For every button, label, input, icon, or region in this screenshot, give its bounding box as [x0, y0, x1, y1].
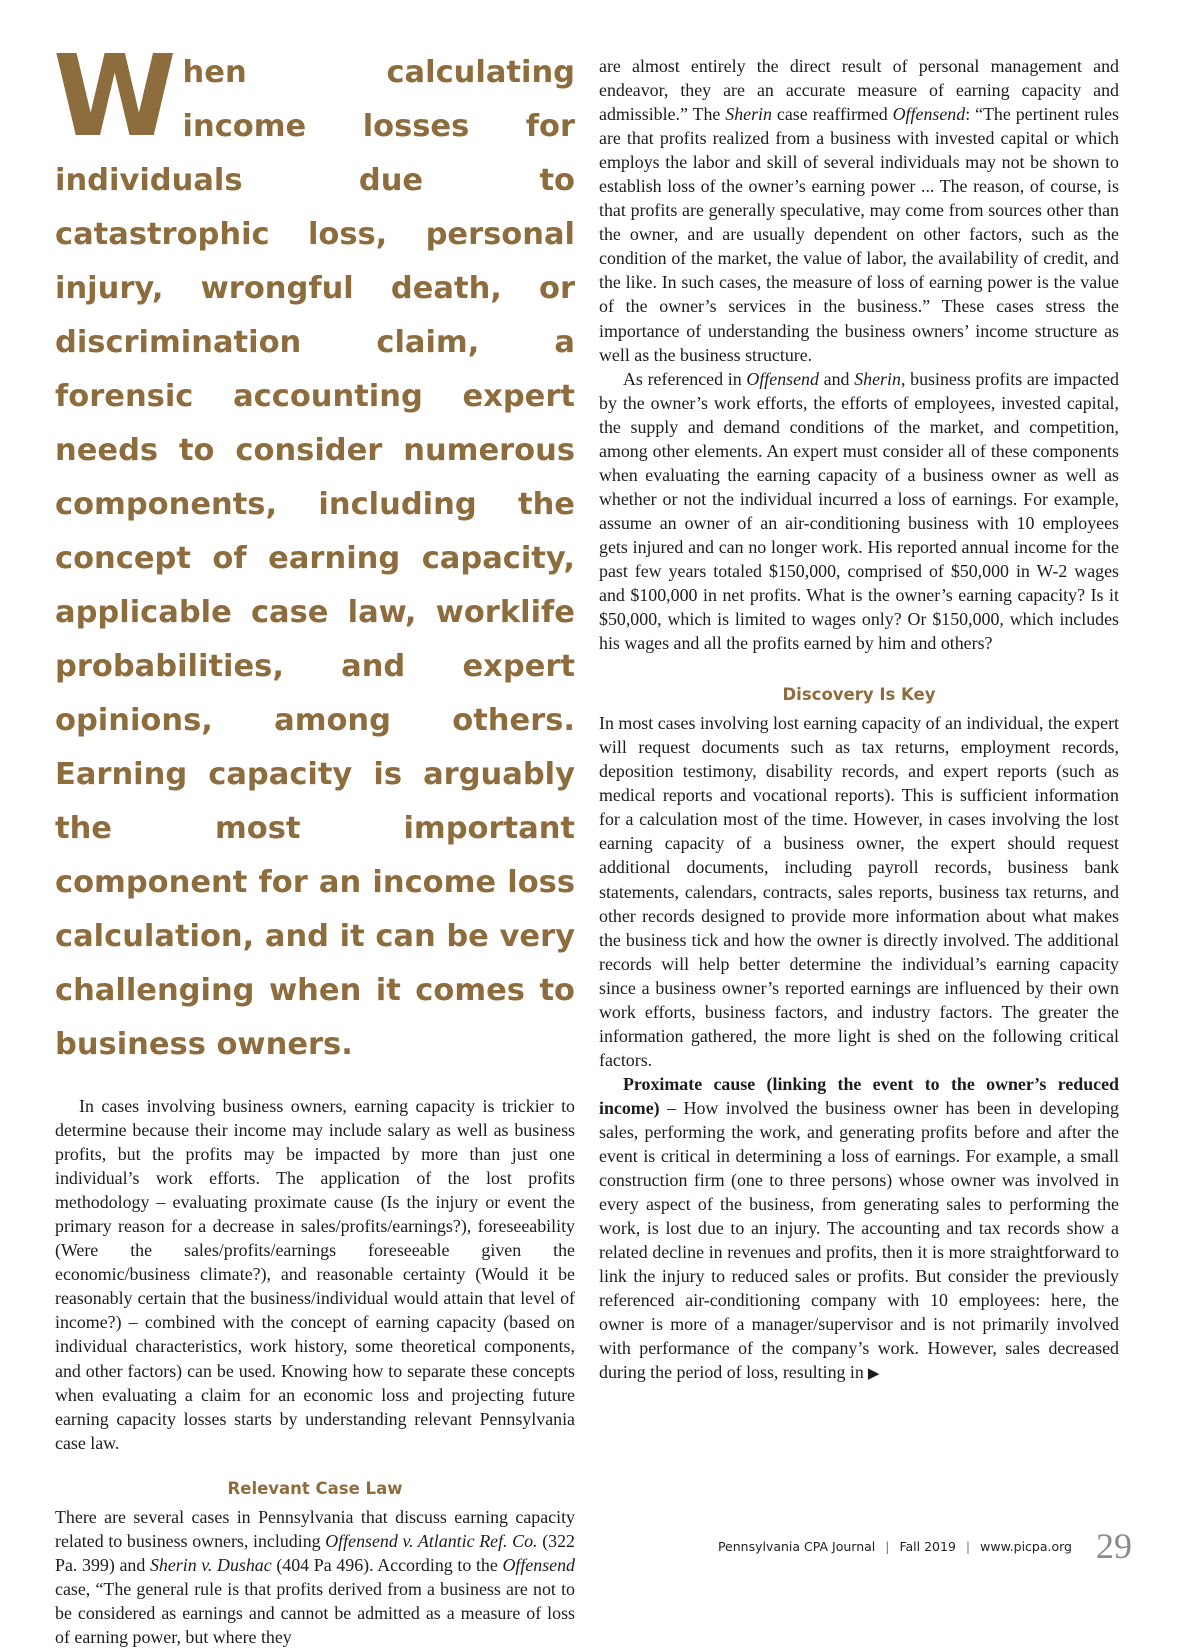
page-number: 29	[1096, 1526, 1132, 1566]
case-name: Offensend	[746, 368, 819, 389]
case-name: Sherin	[854, 368, 901, 389]
text-run: case, “The general rule is that profits derived from a business are not to be considered as earnings and cannot be admitted as a measure of loss of earning power, but where they	[55, 1578, 575, 1647]
proximate-cause-lead: Proximate cause (linking the event to the owner’s reduced income)	[599, 1073, 1119, 1118]
section-heading-relevant-case-law: Relevant Case Law	[227, 1478, 403, 1498]
text-run: (322 Pa. 399) and	[55, 1530, 575, 1575]
case-law-continued-paragraph	[599, 54, 1119, 367]
case-name: Offensend	[502, 1554, 575, 1575]
journal-name: Pennsylvania CPA Journal	[717, 1538, 876, 1554]
business-profits-paragraph	[599, 367, 1119, 656]
website-link[interactable]: www.picpa.org	[980, 1538, 1072, 1554]
case-name: Sherin	[725, 104, 772, 125]
case-name: Offensend	[892, 104, 966, 125]
left-column	[53, 32, 575, 1649]
text-run: (404 Pa 496). According to the	[271, 1554, 503, 1575]
text-run: are almost entirely the direct result of personal management and endeavor, they are an accurate measure of earning capacity and admissible.” The	[599, 56, 1119, 125]
footer-divider: |	[885, 1538, 890, 1554]
text-run: , business profits are impacted by the owner’s work efforts, the efforts of employees, invested capital, the supply and demand conditions of the market, and competition, among other elements. An expert must consider all of these components when evaluating the earning capacity of a business owner as well as whether or not the individual incurred a loss of earnings. For example, assume an owner of an air-conditioning business with 10 employees gets injured and can no longer work. His reported annual income for the past few years totaled $150,000, comprised of $50,000 in W-2 wages and $100,000 in net profits. What is the owner’s earning capacity? Is it $50,000, which is limited to wages only? Or $150,000, which includes his wages and all the profits earned by him and others?	[599, 368, 1120, 654]
issue-date: Fall 2019	[899, 1538, 956, 1554]
text-run: There are several cases in Pennsylvania that discuss earning capacity related to business owners, including	[55, 1506, 575, 1551]
right-column	[599, 54, 1119, 1386]
page-footer	[718, 1528, 1132, 1564]
section-heading-discovery-is-key: Discovery Is Key	[782, 685, 936, 705]
case-law-paragraph	[55, 1505, 575, 1649]
continue-arrow-icon: ▶	[867, 1366, 880, 1383]
discovery-paragraph: In most cases involving lost earning capacity of an individual, the expert will request documents such as tax returns, employment records, deposition testimony, disability records, and expert reports (such as medical reports and vocational reports). This is sufficient information for a calculation most of the time. However, in cases involving the lost earning capacity of a business owner, the expert should request additional documents, including payroll records, business bank statements, calendars, contracts, sales reports, business tax returns, and other records designed to provide more information about what makes the business tick and how the owner is directly involved. The additional records will help better determine the individual’s earning capacity since a business owner’s reported earnings are influenced by their own work efforts, business factors, and industry factors. The greater the information gathered, the more light is shed on the following critical factors.	[599, 713, 1119, 1070]
text-run: As referenced in	[623, 368, 747, 389]
drop-cap: W	[53, 32, 177, 162]
case-name: Sherin v. Dushac	[149, 1554, 272, 1575]
lead-paragraph	[53, 32, 575, 1072]
text-run: and	[818, 368, 855, 389]
footer-divider: |	[965, 1538, 971, 1554]
proximate-cause-paragraph	[599, 1072, 1119, 1387]
intro-paragraph: In cases involving business owners, earning capacity is trickier to determine because their income may include salary as well as business profits, but the profits may be impacted by more than just one individual’s work efforts. The application of the lost profits methodology – evaluating proximate cause (Is the injury or event the primary reason for a decrease in sales/profits/earnings?), foreseeability (Were the sales/profits/earnings foreseeable given the economic/business climate?), and reasonable certainty (Would it be reasonably certain that the business/individual would attain that level of income?) – combined with the concept of earning capacity (based on individual characteristics, work history, some theoretical components, and other factors) can be used. Knowing how to separate these concepts when evaluating a claim for an economic loss and projecting future earning capacity losses starts by understanding relevant Pennsylvania case law.	[55, 1096, 575, 1453]
text-run: : “The pertinent rules are that profits realized from a business with invested capital or which employs the labor and skill of several individuals may not be shown to establish loss of the owner’s earning power ... The reason, of course, is that profits are generally speculative, may come from sources other than the owner, and are usually dependent on other factors, such as the condition of the market, the value of labor, the availability of credit, and the like. In such cases, the measure of loss of earning power is the value of the owner’s services in the business.” These cases stress the importance of understanding the business owners’ income structure as well as the business structure.	[599, 104, 1119, 365]
text-run: – How involved the business owner has been in developing sales, performing the work, and generating profits before and after the event is critical in determining a loss of earnings. For example, a small construction firm (one to three persons) whose owner was involved in every aspect of the business, from generating sales to performing the work, is lost due to an injury. The accounting and tax records show a related decline in revenues and profits, then it is more straightforward to link the injury to reduced sales or profits. But consider the previously referenced air-conditioning company with 10 employees: here, the owner is more of a manager/supervisor and is not primarily involved with performance of the company’s work. However, sales decreased during the period of loss, resulting in	[599, 1097, 1119, 1383]
case-name: Offensend v. Atlantic Ref. Co.	[325, 1530, 538, 1551]
lead-text: hen calculating income losses for individuals due to catastrophic loss, personal injury, wrongful death, or discrimination claim, a forensic accounting expert needs to consider numerous components, including the concept of earning capacity, applicable case law, worklife probabilities, and expert opinions, among others. Earning capacity is arguably the most important component for an income loss calculation, and it can be very challenging when it comes to business owners.	[55, 55, 575, 1062]
text-run: case reaffirmed	[771, 104, 893, 125]
